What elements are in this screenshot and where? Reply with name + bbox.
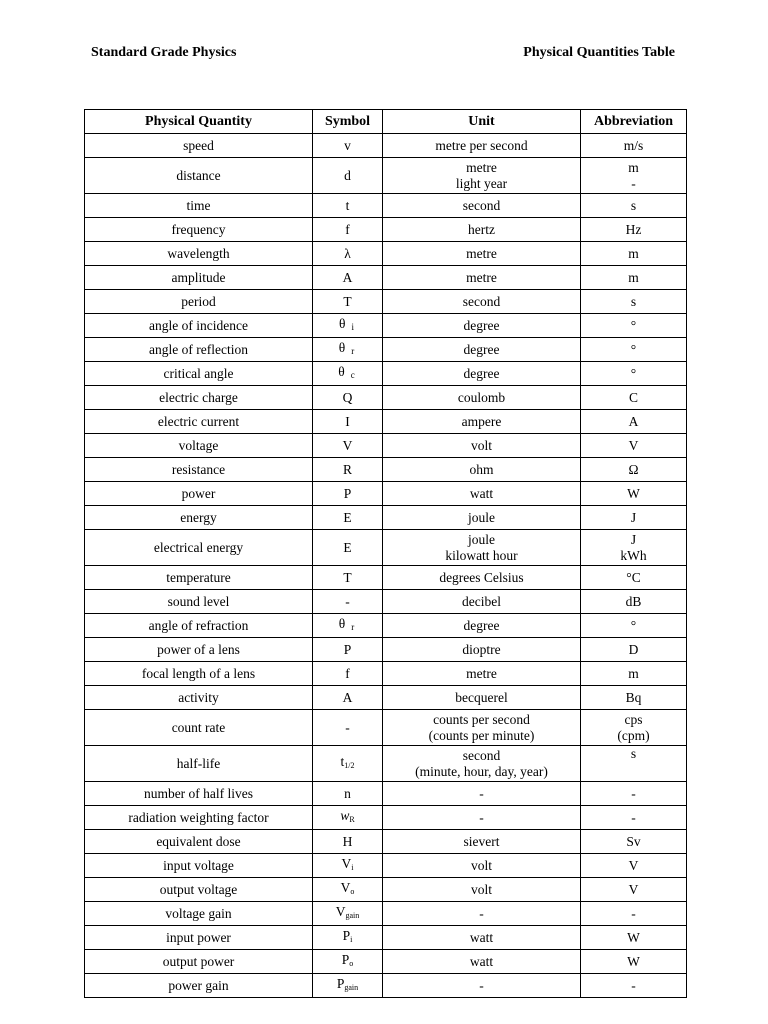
symbol-main: P: [341, 951, 350, 967]
quantity-cell: angle of incidence: [85, 314, 313, 338]
symbol-cell: [313, 266, 383, 290]
symbol-cell: [313, 686, 383, 710]
abbreviation-cell: s: [581, 290, 687, 314]
table-row: [85, 830, 687, 854]
quantity-cell: angle of reflection: [85, 338, 313, 362]
abbreviation-cell: m -: [581, 158, 687, 194]
abbreviation-cell: °: [581, 614, 687, 638]
unit-cell: degree: [383, 362, 581, 386]
table-row: [85, 530, 687, 566]
symbol-cell: [313, 362, 383, 386]
quantity-cell: voltage gain: [85, 902, 313, 926]
symbol-main: v: [344, 137, 351, 153]
quantity-cell: voltage: [85, 434, 313, 458]
table-row: [85, 362, 687, 386]
unit-cell: -: [383, 782, 581, 806]
quantity-cell: input power: [85, 926, 313, 950]
quantity-cell: power of a lens: [85, 638, 313, 662]
symbol-cell: [313, 434, 383, 458]
abbreviation-cell: m/s: [581, 134, 687, 158]
table-row: [85, 482, 687, 506]
symbol-cell: [313, 506, 383, 530]
header-left-title: Standard Grade Physics: [91, 45, 237, 60]
quantity-cell: output power: [85, 950, 313, 974]
symbol-main: t: [340, 753, 345, 769]
symbol-main: f: [345, 221, 350, 237]
quantity-cell: power: [85, 482, 313, 506]
abbreviation-cell: -: [581, 974, 687, 998]
symbol-cell: [313, 662, 383, 686]
header-right-title: Physical Quantities Table: [523, 45, 675, 60]
unit-cell: watt: [383, 926, 581, 950]
unit-cell: metre: [383, 662, 581, 686]
table-header-row: [85, 110, 687, 134]
symbol-cell: [313, 830, 383, 854]
quantity-cell: half-life: [85, 746, 313, 782]
unit-cell: metre light year: [383, 158, 581, 194]
unit-cell: dioptre: [383, 638, 581, 662]
table-row: [85, 746, 687, 782]
quantity-cell: power gain: [85, 974, 313, 998]
unit-cell: degree: [383, 338, 581, 362]
abbreviation-cell: °: [581, 338, 687, 362]
symbol-main: P: [336, 975, 345, 991]
table-row: [85, 686, 687, 710]
table-row: [85, 902, 687, 926]
symbol-main: V: [340, 879, 351, 895]
abbreviation-cell: m: [581, 266, 687, 290]
abbreviation-cell: °C: [581, 566, 687, 590]
symbol-cell: [313, 878, 383, 902]
symbol-main: -: [345, 593, 350, 609]
symbol-cell: [313, 158, 383, 194]
abbreviation-cell: J: [581, 506, 687, 530]
abbreviation-cell: W: [581, 926, 687, 950]
quantity-cell: temperature: [85, 566, 313, 590]
table-row: [85, 218, 687, 242]
table-row: [85, 974, 687, 998]
table-row: [85, 290, 687, 314]
table-row: [85, 590, 687, 614]
abbreviation-cell: Ω: [581, 458, 687, 482]
symbol-subscript: c: [350, 370, 357, 380]
symbol-main: V: [341, 855, 352, 871]
quantity-cell: amplitude: [85, 266, 313, 290]
symbol-main: P: [343, 641, 352, 657]
abbreviation-cell: -: [581, 782, 687, 806]
abbreviation-cell: m: [581, 662, 687, 686]
quantity-cell: resistance: [85, 458, 313, 482]
symbol-main: E: [343, 539, 352, 555]
unit-cell: degree: [383, 614, 581, 638]
symbol-subscript: gain: [344, 982, 359, 992]
abbreviation-cell: V: [581, 854, 687, 878]
table-row: [85, 614, 687, 638]
symbol-main: f: [345, 665, 350, 681]
symbol-subscript: gain: [345, 910, 360, 920]
symbol-cell: [313, 782, 383, 806]
abbreviation-cell: m: [581, 242, 687, 266]
table-row: [85, 434, 687, 458]
abbreviation-cell: Bq: [581, 686, 687, 710]
abbreviation-cell: s: [581, 194, 687, 218]
unit-cell: second (minute, hour, day, year): [383, 746, 581, 782]
symbol-main: n: [344, 785, 351, 801]
symbol-main: A: [342, 689, 353, 705]
quantity-cell: sound level: [85, 590, 313, 614]
quantity-cell: period: [85, 290, 313, 314]
symbol-main: A: [342, 269, 353, 285]
abbreviation-cell: cps (cpm): [581, 710, 687, 746]
symbol-cell: [313, 482, 383, 506]
symbol-cell: [313, 386, 383, 410]
quantity-cell: electrical energy: [85, 530, 313, 566]
symbol-subscript: r: [351, 346, 357, 356]
unit-cell: metre: [383, 266, 581, 290]
symbol-cell: [313, 410, 383, 434]
symbol-main: V: [342, 437, 353, 453]
quantity-cell: radiation weighting factor: [85, 806, 313, 830]
unit-cell: volt: [383, 878, 581, 902]
symbol-subscript: 1/2: [344, 760, 355, 770]
column-header-symbol: Symbol: [313, 110, 383, 134]
symbol-cell: [313, 806, 383, 830]
symbol-subscript: R: [349, 814, 355, 824]
table-row: [85, 314, 687, 338]
table-row: [85, 806, 687, 830]
symbol-cell: [313, 614, 383, 638]
symbol-cell: [313, 950, 383, 974]
table-row: [85, 662, 687, 686]
unit-cell: joule kilowatt hour: [383, 530, 581, 566]
symbol-subscript: o: [350, 886, 355, 896]
quantity-cell: equivalent dose: [85, 830, 313, 854]
symbol-main: Q: [342, 389, 353, 405]
quantity-cell: energy: [85, 506, 313, 530]
table-row: [85, 242, 687, 266]
table-row: [85, 710, 687, 746]
symbol-main: -: [345, 719, 350, 735]
symbol-main: H: [342, 833, 353, 849]
symbol-main: V: [335, 903, 346, 919]
symbol-main: E: [343, 509, 352, 525]
table-row: [85, 134, 687, 158]
quantity-cell: count rate: [85, 710, 313, 746]
symbol-subscript: i: [351, 322, 356, 332]
table-row: [85, 266, 687, 290]
abbreviation-cell: V: [581, 878, 687, 902]
symbol-cell: [313, 530, 383, 566]
abbreviation-cell: A: [581, 410, 687, 434]
quantity-cell: number of half lives: [85, 782, 313, 806]
quantity-cell: focal length of a lens: [85, 662, 313, 686]
symbol-cell: [313, 926, 383, 950]
symbol-main: R: [342, 461, 352, 477]
table-row: [85, 878, 687, 902]
symbol-cell: [313, 566, 383, 590]
table-row: [85, 854, 687, 878]
abbreviation-cell: V: [581, 434, 687, 458]
quantity-cell: activity: [85, 686, 313, 710]
symbol-cell: [313, 590, 383, 614]
unit-cell: decibel: [383, 590, 581, 614]
unit-cell: watt: [383, 482, 581, 506]
table-row: [85, 566, 687, 590]
quantity-cell: time: [85, 194, 313, 218]
table-body: [85, 134, 687, 998]
unit-cell: watt: [383, 950, 581, 974]
symbol-main: d: [344, 167, 351, 183]
table-row: [85, 926, 687, 950]
abbreviation-cell: J kWh: [581, 530, 687, 566]
symbol-cell: [313, 458, 383, 482]
abbreviation-cell: W: [581, 950, 687, 974]
unit-cell: hertz: [383, 218, 581, 242]
symbol-main: P: [342, 927, 351, 943]
abbreviation-cell: Hz: [581, 218, 687, 242]
unit-cell: -: [383, 974, 581, 998]
unit-cell: ohm: [383, 458, 581, 482]
column-header-quantity: Physical Quantity: [85, 110, 313, 134]
quantity-cell: input voltage: [85, 854, 313, 878]
column-header-unit: Unit: [383, 110, 581, 134]
table-row: [85, 410, 687, 434]
unit-cell: degrees Celsius: [383, 566, 581, 590]
symbol-cell: [313, 746, 383, 782]
quantity-cell: output voltage: [85, 878, 313, 902]
table-row: [85, 638, 687, 662]
symbol-main: θ: [338, 364, 345, 379]
quantity-cell: speed: [85, 134, 313, 158]
table-row: [85, 158, 687, 194]
quantity-cell: angle of refraction: [85, 614, 313, 638]
unit-cell: -: [383, 806, 581, 830]
symbol-main: T: [343, 293, 352, 309]
symbol-subscript: r: [351, 622, 357, 632]
symbol-main: I: [345, 413, 350, 429]
abbreviation-cell: °: [581, 362, 687, 386]
symbol-main: θ: [338, 616, 346, 631]
symbol-cell: [313, 710, 383, 746]
symbol-cell: [313, 638, 383, 662]
unit-cell: second: [383, 194, 581, 218]
unit-cell: becquerel: [383, 686, 581, 710]
table-row: [85, 950, 687, 974]
table-row: [85, 506, 687, 530]
symbol-cell: [313, 134, 383, 158]
abbreviation-cell: W: [581, 482, 687, 506]
symbol-cell: [313, 338, 383, 362]
quantity-cell: electric charge: [85, 386, 313, 410]
symbol-cell: [313, 218, 383, 242]
unit-cell: volt: [383, 434, 581, 458]
abbreviation-cell: C: [581, 386, 687, 410]
abbreviation-cell: D: [581, 638, 687, 662]
symbol-cell: [313, 902, 383, 926]
unit-cell: metre per second: [383, 134, 581, 158]
quantity-cell: distance: [85, 158, 313, 194]
symbol-cell: [313, 290, 383, 314]
symbol-main: P: [343, 485, 352, 501]
quantity-cell: wavelength: [85, 242, 313, 266]
symbol-main: t: [345, 197, 350, 213]
quantity-cell: frequency: [85, 218, 313, 242]
symbol-main: θ: [339, 316, 346, 331]
symbol-main: λ: [344, 245, 351, 261]
quantity-cell: electric current: [85, 410, 313, 434]
abbreviation-cell: s: [581, 746, 687, 782]
abbreviation-cell: Sv: [581, 830, 687, 854]
symbol-cell: [313, 854, 383, 878]
abbreviation-cell: dB: [581, 590, 687, 614]
quantity-cell: critical angle: [85, 362, 313, 386]
table-row: [85, 194, 687, 218]
symbol-subscript: i: [351, 862, 354, 872]
unit-cell: volt: [383, 854, 581, 878]
unit-cell: counts per second (counts per minute): [383, 710, 581, 746]
unit-cell: coulomb: [383, 386, 581, 410]
symbol-subscript: o: [349, 958, 354, 968]
unit-cell: second: [383, 290, 581, 314]
abbreviation-cell: -: [581, 902, 687, 926]
physical-quantities-table: [84, 109, 687, 998]
column-header-abbreviation: Abbreviation: [581, 110, 687, 134]
unit-cell: metre: [383, 242, 581, 266]
symbol-cell: [313, 194, 383, 218]
table-row: [85, 782, 687, 806]
abbreviation-cell: °: [581, 314, 687, 338]
unit-cell: degree: [383, 314, 581, 338]
symbol-main: θ: [338, 340, 346, 355]
symbol-subscript: i: [350, 934, 353, 944]
unit-cell: sievert: [383, 830, 581, 854]
unit-cell: -: [383, 902, 581, 926]
symbol-cell: [313, 974, 383, 998]
table-row: [85, 386, 687, 410]
unit-cell: joule: [383, 506, 581, 530]
symbol-cell: [313, 314, 383, 338]
table-row: [85, 338, 687, 362]
symbol-main: T: [343, 569, 352, 585]
symbol-main: w: [340, 807, 350, 823]
table-row: [85, 458, 687, 482]
unit-cell: ampere: [383, 410, 581, 434]
symbol-cell: [313, 242, 383, 266]
abbreviation-cell: -: [581, 806, 687, 830]
